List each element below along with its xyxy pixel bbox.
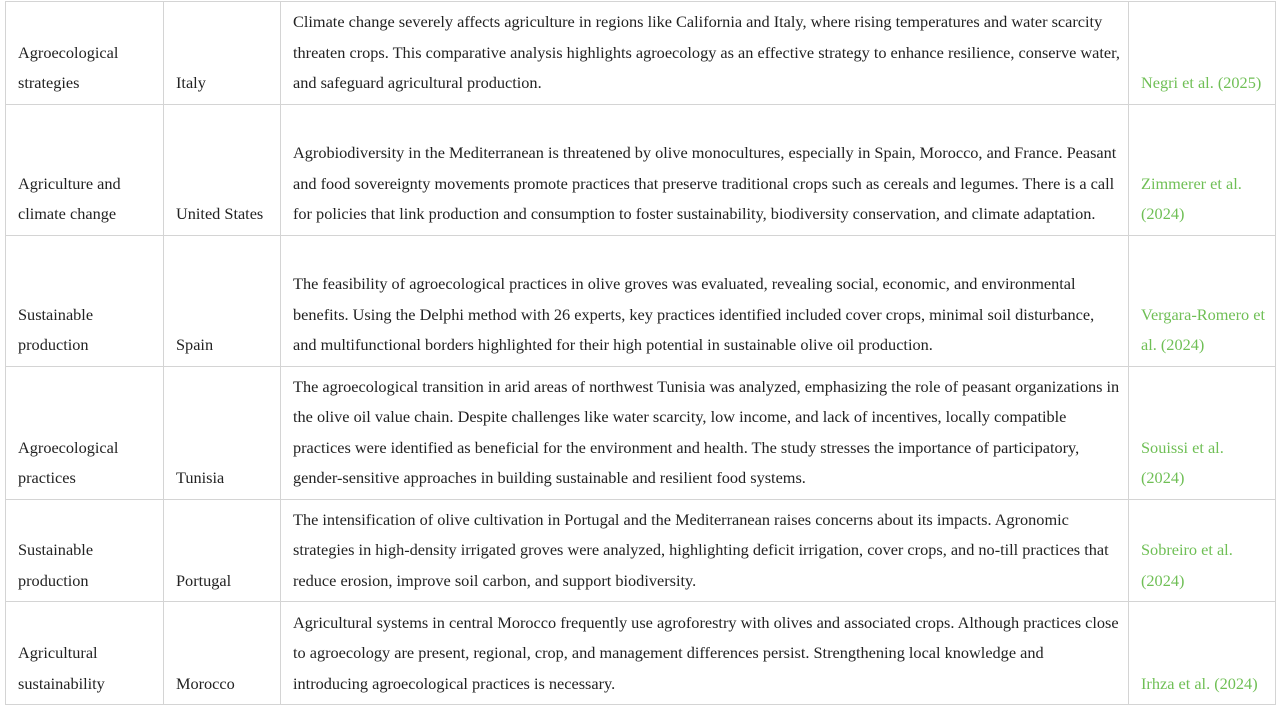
- table-row: [6, 2, 1276, 105]
- theme-cell: Agricultural sustainability: [6, 602, 164, 705]
- reference-link[interactable]: Irhza et al. (2024): [1129, 602, 1276, 705]
- theme-cell: Sustainable production: [6, 235, 164, 366]
- reference-link[interactable]: Negri et al. (2025): [1129, 2, 1276, 105]
- literature-review-table: [5, 1, 1276, 705]
- reference-link[interactable]: Vergara-Romero et al. (2024): [1129, 235, 1276, 366]
- country-cell: Portugal: [164, 499, 281, 602]
- reference-link[interactable]: Sobreiro et al. (2024): [1129, 499, 1276, 602]
- country-cell: Italy: [164, 2, 281, 105]
- theme-cell: Agroecological practices: [6, 366, 164, 499]
- summary-cell: The agroecological transition in arid areas of northwest Tunisia was analyzed, emphasizing the role of peasant organizations in the olive oil value chain. Despite challenges like water scarcity, low income, and lack of incentives, locally compatible practices were identified as beneficial for the environment and health. The study stresses the importance of participatory, gender-sensitive approaches in building sustainable and resilient food systems.: [281, 366, 1129, 499]
- table-body: [6, 2, 1276, 705]
- table-row: [6, 366, 1276, 499]
- reference-link[interactable]: Zimmerer et al. (2024): [1129, 104, 1276, 235]
- reference-link[interactable]: Souissi et al. (2024): [1129, 366, 1276, 499]
- country-cell: Tunisia: [164, 366, 281, 499]
- theme-cell: Agroecological strategies: [6, 2, 164, 105]
- table-row: [6, 602, 1276, 705]
- country-cell: Morocco: [164, 602, 281, 705]
- table-row: [6, 499, 1276, 602]
- country-cell: Spain: [164, 235, 281, 366]
- summary-cell: Climate change severely affects agriculture in regions like California and Italy, where rising temperatures and water scarcity threaten crops. This comparative analysis highlights agroecology as an effective strategy to enhance resilience, conserve water, and safeguard agricultural production.: [281, 2, 1129, 105]
- summary-cell: The feasibility of agroecological practices in olive groves was evaluated, revealing social, economic, and environmental benefits. Using the Delphi method with 26 experts, key practices identified included cover crops, minimal soil disturbance, and multifunctional borders highlighted for their high potential in sustainable olive oil production.: [281, 235, 1129, 366]
- theme-cell: Sustainable production: [6, 499, 164, 602]
- summary-cell: Agrobiodiversity in the Mediterranean is threatened by olive monocultures, especially in Spain, Morocco, and France. Peasant and food sovereignty movements promote practices that preserve traditional crops such as cereals and legumes. There is a call for policies that link production and consumption to foster sustainability, biodiversity conservation, and climate adaptation.: [281, 104, 1129, 235]
- table-row: [6, 235, 1276, 366]
- country-cell: United States: [164, 104, 281, 235]
- summary-cell: Agricultural systems in central Morocco frequently use agroforestry with olives and associated crops. Although practices close to agroecology are present, regional, crop, and management differences persist. Strengthening local knowledge and introducing agroecological practices is necessary.: [281, 602, 1129, 705]
- table-row: [6, 104, 1276, 235]
- summary-cell: The intensification of olive cultivation in Portugal and the Mediterranean raises concerns about its impacts. Agronomic strategies in high-density irrigated groves were analyzed, highlighting deficit irrigation, cover crops, and no-till practices that reduce erosion, improve soil carbon, and support biodiversity.: [281, 499, 1129, 602]
- theme-cell: Agriculture and climate change: [6, 104, 164, 235]
